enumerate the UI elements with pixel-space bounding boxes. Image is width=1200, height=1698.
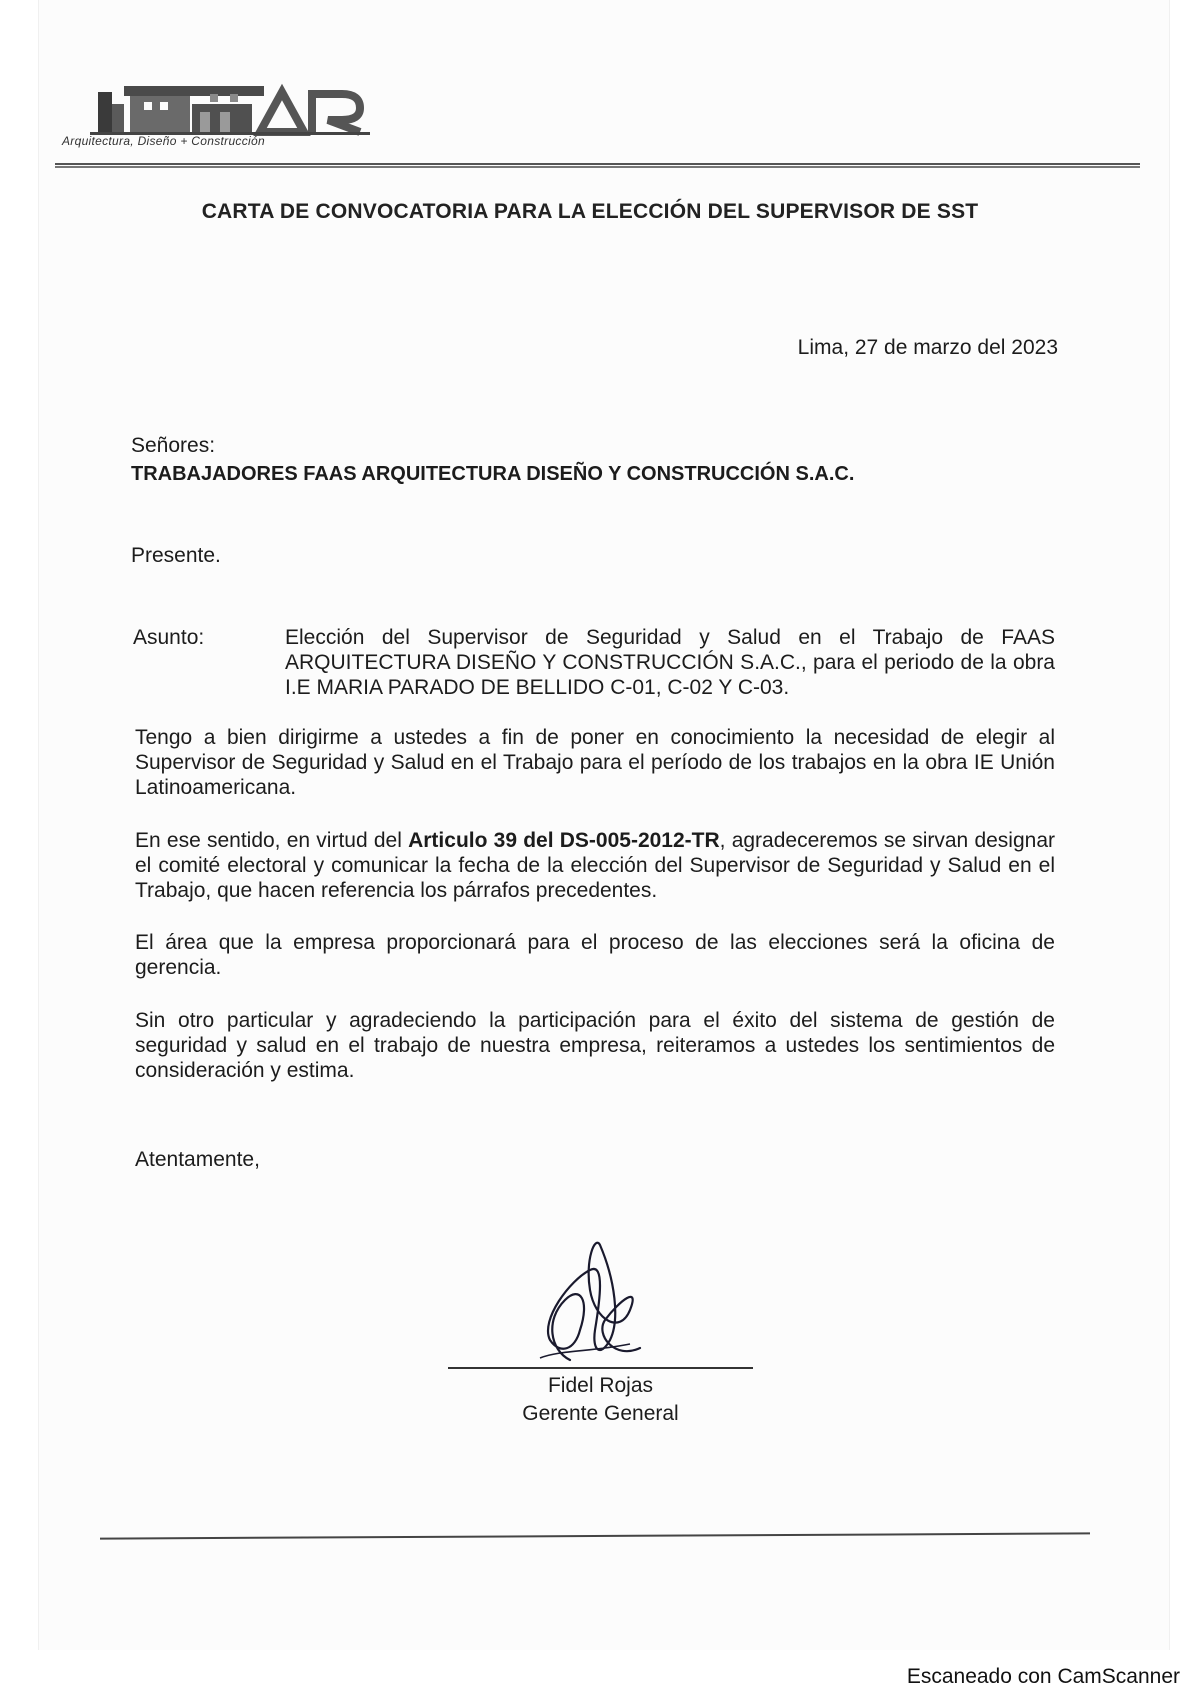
paragraph-2 [135, 828, 1055, 903]
signature-line [448, 1367, 753, 1369]
paragraph-4: Sin otro particular y agradeciendo la participación para el éxito del sistema de gestión de seguridad y salud en el trabajo de nuestra empresa, reiteramos a ustedes los sentimientos de consideración y estima. [135, 1009, 1055, 1082]
logo-caption: Arquitectura, Diseño + Construcción [62, 134, 265, 148]
legal-reference: Articulo 39 del DS-005-2012-TR [408, 829, 720, 852]
letter-title: CARTA DE CONVOCATORIA PARA LA ELECCIÓN DEL SUPERVISOR DE SST [201, 200, 979, 223]
logo-graphic [60, 82, 390, 138]
paragraph-1: Tengo a bien dirigirme a ustedes a fin de poner en conocimiento la necesidad de elegir al Supervisor de Seguridad y Salud en el Trabajo para el período de los trabajos en la obra IE Unión Latinoamericana. [135, 726, 1055, 799]
paragraph-2-start: En ese sentido, en virtud del [135, 829, 409, 852]
salutation: Señores: [131, 434, 216, 457]
handwritten-signature [480, 1240, 680, 1370]
header-rule [55, 163, 1140, 168]
paragraph-2-end: , agradeceremos se sirvan designar el comité electoral y comunicar la fecha de la elección del Supervisor de Seguridad y Salud en el Trabajo, que hacen referencia los párrafos precedentes. [135, 829, 1055, 902]
subject-text: Elección del Supervisor de Seguridad y Salud en el Trabajo de FAAS ARQUITECTURA DISEÑO Y CONSTRUCCIÓN S.A.C., para el periodo de la obra I.E MARIA PARADO DE BELLIDO C-01, C-02 Y C-03. [285, 626, 1055, 699]
letter-date: Lima, 27 de marzo del 2023 [797, 336, 1058, 359]
recipient-name: TRABAJADORES FAAS ARQUITECTURA DISEÑO Y CONSTRUCCIÓN S.A.C. [131, 463, 855, 485]
closing: Atentamente, [135, 1148, 260, 1171]
subject-label: Asunto: [133, 626, 205, 649]
scanner-watermark: Escaneado con CamScanner [906, 1665, 1180, 1688]
presente-label: Presente. [131, 544, 221, 567]
signer-role: Gerente General [522, 1402, 679, 1425]
paragraph-3: El área que la empresa proporcionará para el proceso de las elecciones será la oficina de gerencia. [135, 931, 1055, 979]
signer-name: Fidel Rojas [547, 1374, 654, 1397]
company-logo [60, 82, 390, 152]
